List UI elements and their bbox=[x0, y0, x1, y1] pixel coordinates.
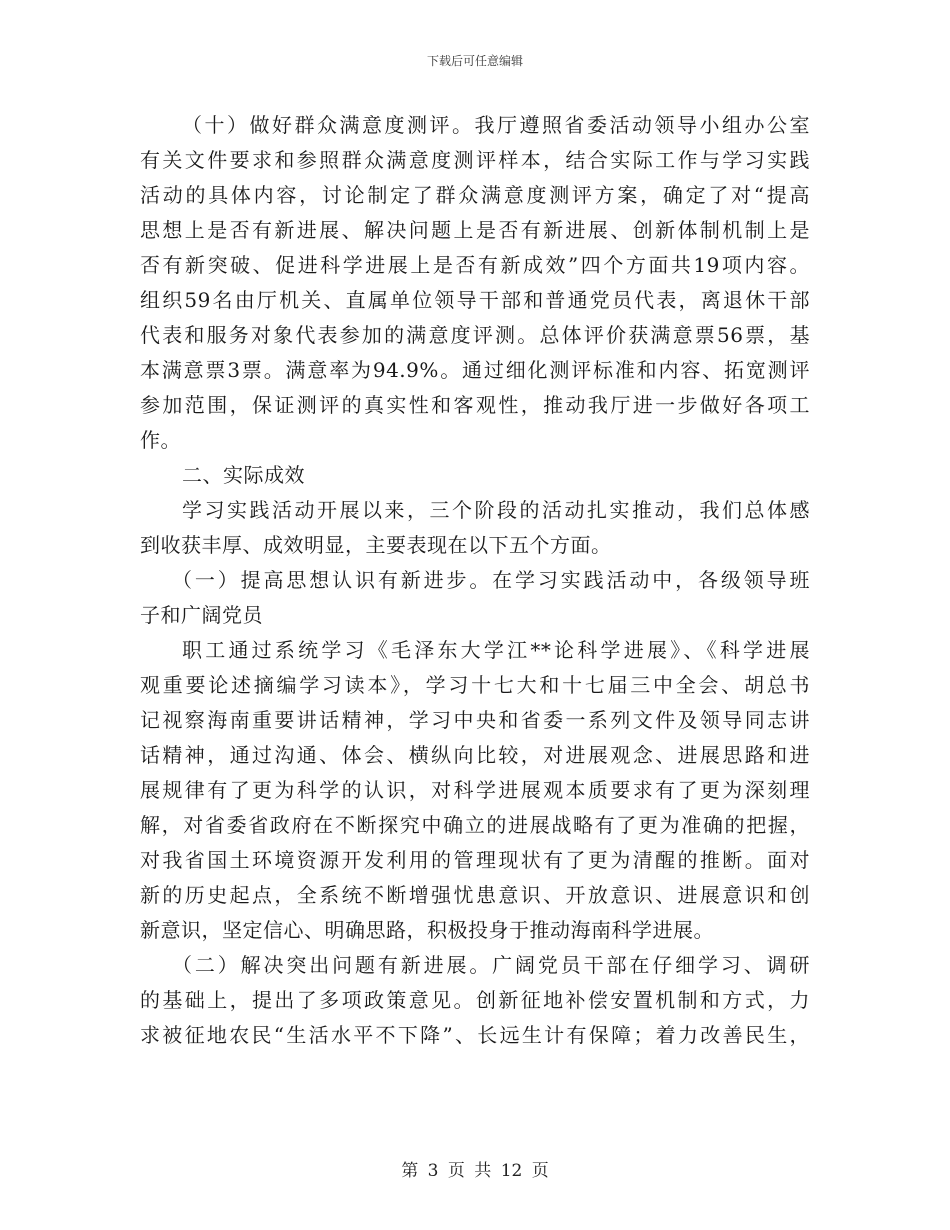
paragraph-line: 本满意票3票。满意率为94.9%。通过细化测评标准和内容、拓宽测评 bbox=[140, 358, 810, 382]
paragraph-line: 记视察海南重要讲话精神，学习中央和省委一系列文件及领导同志讲 bbox=[140, 708, 810, 732]
paragraph-line: （二）解决突出问题有新进展。广阔党员干部在仔细学习、调研 bbox=[172, 953, 810, 977]
paragraph-line: 作。 bbox=[140, 428, 181, 452]
paragraph-line: 新的历史起点，全系统不断增强忧患意识、开放意识、进展意识和创 bbox=[140, 883, 810, 907]
paragraph-line: 参加范围，保证测评的真实性和客观性，推动我厅进一步做好各项工 bbox=[140, 393, 810, 417]
paragraph-line: 代表和服务对象代表参加的满意度评测。总体评价获满意票56票，基 bbox=[140, 323, 810, 347]
document-body bbox=[140, 108, 810, 1053]
paragraph-line: 否有新突破、促进科学进展上是否有新成效”四个方面共19项内容。 bbox=[140, 253, 810, 277]
paragraph-line: 观重要论述摘编学习读本》，学习十七大和十七届三中全会、胡总书 bbox=[140, 673, 810, 697]
page-footer: 第 3 页 共 12 页 bbox=[401, 1161, 549, 1181]
paragraph-line: 学习实践活动开展以来，三个阶段的活动扎实推动，我们总体感 bbox=[182, 498, 810, 522]
paragraph-line: 组织59名由厅机关、直属单位领导干部和普通党员代表，离退休干部 bbox=[140, 288, 810, 312]
section-heading: 二、实际成效 bbox=[182, 463, 305, 487]
paragraph-line: （十）做好群众满意度测评。我厅遵照省委活动领导小组办公室 bbox=[182, 113, 810, 137]
page-header: 下载后可任意编辑 bbox=[426, 54, 523, 68]
paragraph-line: 话精神，通过沟通、体会、横纵向比较，对进展观念、进展思路和进 bbox=[140, 743, 810, 767]
paragraph-line: 思想上是否有新进展、解决问题上是否有新进展、创新体制机制上是 bbox=[140, 218, 810, 242]
paragraph-line: 有关文件要求和参照群众满意度测评样本，结合实际工作与学习实践 bbox=[140, 148, 810, 172]
paragraph-line: 解，对省委省政府在不断探究中确立的进展战略有了更为准确的把握， bbox=[140, 813, 810, 837]
paragraph-line: 对我省国土环境资源开发利用的管理现状有了更为清醒的推断。面对 bbox=[140, 848, 810, 872]
paragraph-line: 新意识，坚定信心、明确思路，积极投身于推动海南科学进展。 bbox=[140, 918, 714, 942]
paragraph-line: 的基础上，提出了多项政策意见。创新征地补偿安置机制和方式，力 bbox=[140, 988, 810, 1012]
paragraph-line: （一）提高思想认识有新进步。在学习实践活动中，各级领导班 bbox=[172, 568, 810, 592]
paragraph-line: 展规律有了更为科学的认识，对科学进展观本质要求有了更为深刻理 bbox=[140, 778, 810, 802]
paragraph-line: 活动的具体内容，讨论制定了群众满意度测评方案，确定了对“提高 bbox=[140, 183, 810, 207]
paragraph-line: 到收获丰厚、成效明显，主要表现在以下五个方面。 bbox=[140, 533, 612, 557]
paragraph-line: 求被征地农民“生活水平不下降”、长远生计有保障；着力改善民生， bbox=[140, 1023, 810, 1047]
paragraph-line: 子和广阔党员 bbox=[140, 603, 263, 627]
paragraph-line: 职工通过系统学习《毛泽东大学江**论科学进展》、《科学进展 bbox=[182, 638, 810, 662]
